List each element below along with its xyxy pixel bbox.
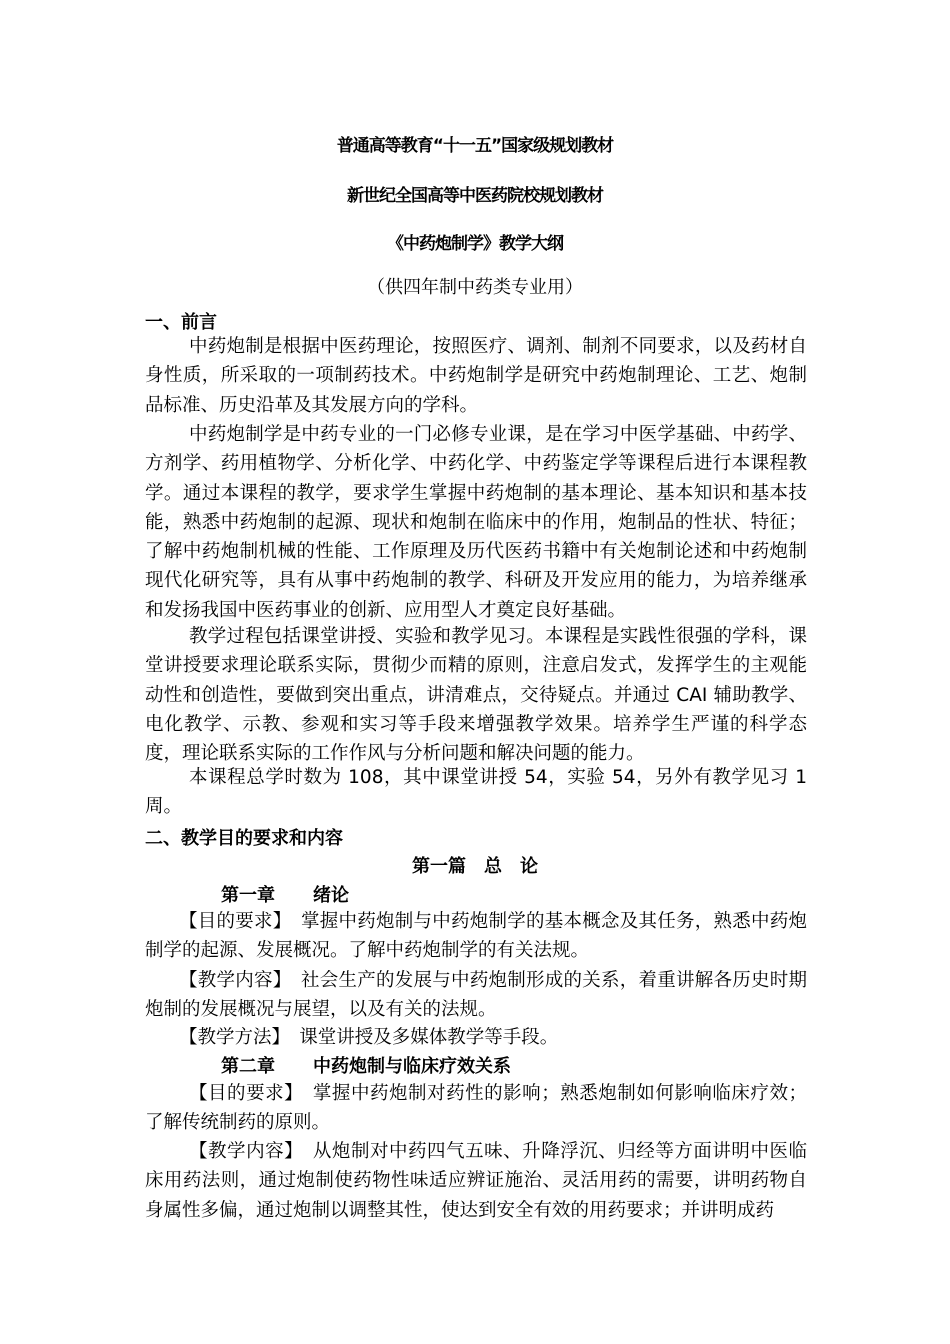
chapter-1-heading	[221, 881, 349, 907]
chapter-2-heading	[221, 1052, 511, 1078]
section2-heading: 二、教学目的要求和内容	[145, 828, 343, 849]
section1-paragraph-2: 中药炮制学是中药专业的一门必修专业课，是在学习中医学基础、中药学、方剂学、药用植物学、分析化学、中药化学、中药鉴定学等课程后进行本课程教学。通过本课程的教学，要求学生掌握中药炮制的基本理论、基本知识和基本技能，熟悉中药炮制的起源、现状和炮制在临床中的作用，炮制品的性状、特征；了解中药炮制机械的性能、工作原理及历代医药书籍中有关炮制论述和中药炮制现代化研究等，具有从事中药炮制的教学、科研及开发应用的能力，为培养继承和发扬我国中医药事业的创新、应用型人才奠定良好基础。	[145, 424, 807, 621]
section1-paragraph-4: 本课程总学时数为 108，其中课堂讲授 54，实验 54，另外有教学见习 1 周。	[145, 767, 807, 818]
part-title: 第一篇 总 论	[412, 856, 538, 877]
chapter-1-title: 绪论	[313, 885, 349, 906]
chapter-1-method: 【教学方法】 课堂讲授及多媒体教学等手段。	[179, 1027, 559, 1048]
header-line-3: 《中药炮制学》教学大纲	[387, 234, 563, 254]
header-line-2: 新世纪全国高等中医药院校规划教材	[347, 186, 603, 206]
header-line-1: 普通高等教育“十一五”国家级规划教材	[336, 136, 614, 156]
section1-heading: 一、前言	[145, 312, 217, 333]
section1-paragraph-3: 教学过程包括课堂讲授、实验和教学见习。本课程是实践性很强的学科，课堂讲授要求理论联系实际，贯彻少而精的原则，注意启发式，发挥学生的主观能动性和创造性，要做到突出重点，讲清难点，交待疑点。并通过 CAI 辅助教学、电化教学、示教、参观和实习等手段来增强教学效果。培养学生严谨的科学态度，理论联系实际的工作作风与分析问题和解决问题的能力。	[145, 626, 807, 765]
section1-paragraph-1: 中药炮制是根据中医药理论，按照医疗、调剂、制剂不同要求，以及药材自身性质，所采取的一项制药技术。中药炮制学是研究中药炮制理论、工艺、炮制品标准、历史沿革及其发展方向的学科。	[145, 336, 807, 416]
header-note: （供四年制中药类专业用）	[367, 277, 583, 298]
chapter-1-content: 【教学内容】 社会生产的发展与中药炮制形成的关系，着重讲解各历史时期炮制的发展概况与展望，以及有关的法规。	[145, 970, 807, 1021]
chapter-1-goal: 【目的要求】 掌握中药炮制与中药炮制学的基本概念及其任务，熟悉中药炮制学的起源、发展概况。了解中药炮制学的有关法规。	[145, 911, 807, 962]
chapter-2-title: 中药炮制与临床疗效关系	[313, 1056, 511, 1077]
chapter-2-content: 【教学内容】 从炮制对中药四气五味、升降浮沉、归经等方面讲明中医临床用药法则，通过炮制使药物性味适应辨证施治、灵活用药的需要，讲明药物自身属性多偏，通过炮制以调整其性，使达到安全有效的用药要求；并讲明成药	[145, 1141, 807, 1221]
chapter-2-number: 第二章	[221, 1056, 275, 1077]
chapter-1-number: 第一章	[221, 885, 275, 906]
chapter-2-goal: 【目的要求】 掌握中药炮制对药性的影响；熟悉炮制如何影响临床疗效；了解传统制药的原则。	[145, 1083, 807, 1134]
